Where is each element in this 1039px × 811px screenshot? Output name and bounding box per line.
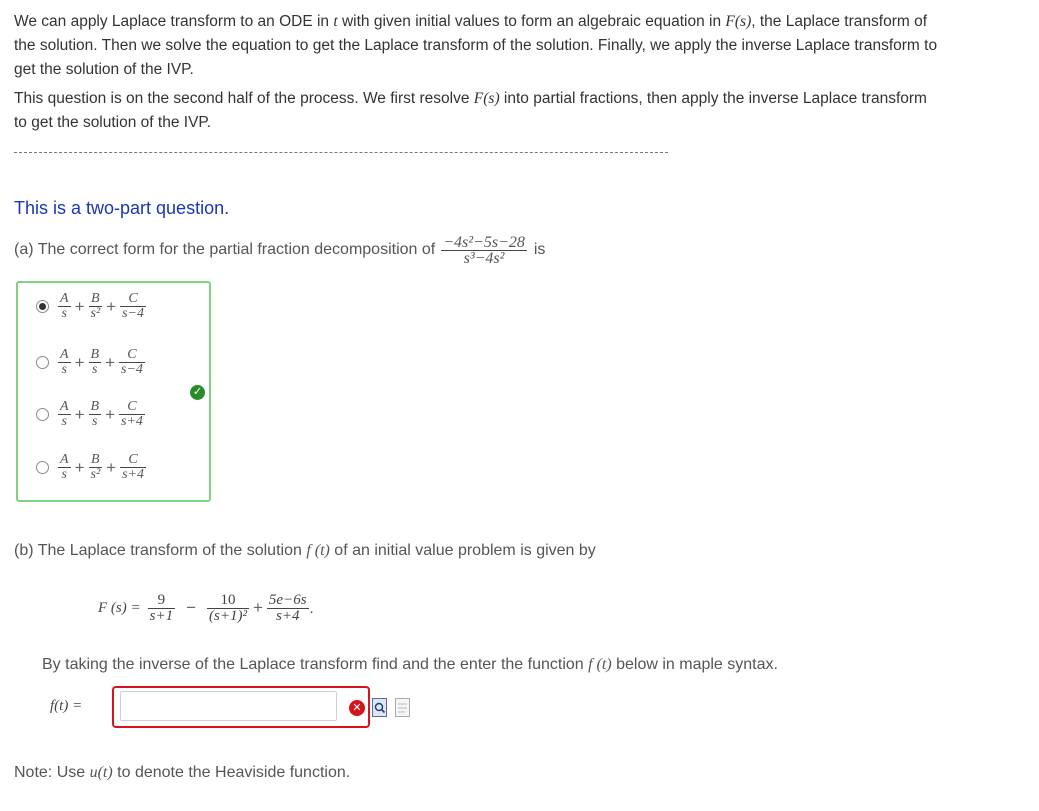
intro-paragraph-1: We can apply Laplace transform to an ODE in t with given initial values to form an algebraic equation in F(s), the Laplace transform of the solution. Then we solve the equation to get the Laplace transform of the solution. Finally, we apply the inverse Laplace transform to get the solution of the IVP. (14, 13, 938, 78)
option-1-radio[interactable] (36, 300, 49, 313)
help-doc-icon[interactable] (395, 698, 410, 717)
option-3[interactable]: $\frac{A}{s}$ + $\frac{B}{s}$ + $\frac{C}{s+4}$ (18, 400, 146, 429)
error-x-icon: ✕ (349, 700, 365, 716)
two-part-heading: This is a two-part question. (14, 198, 230, 218)
option-4[interactable]: $\frac{A}{s}$ + $\frac{B}{\text{s²}}$ + $\frac{C}{s+4}$ (18, 453, 147, 482)
preview-doc-icon[interactable] (372, 698, 387, 717)
part-a-prompt: (a) The correct form for the partial fraction decomposition of $\frac{\text{−4s²−5s−28}}{\text{s³−4s²}}$ is (14, 233, 546, 267)
answer-input[interactable] (120, 691, 337, 721)
option-2-radio[interactable] (36, 356, 49, 369)
laplace-transform-expression: F (s) = $\frac{9}{s+1}$ − $\frac{10}{\text{(s+1)²}}$ + $\frac{5e-6s}{s+4}$ . (98, 591, 314, 624)
option-4-radio[interactable] (36, 461, 49, 474)
dashed-divider (14, 152, 668, 153)
answer-label: f(t) = (50, 698, 83, 714)
option-1[interactable]: $\frac{A}{s}$ + $\frac{B}{\text{s²}}$ + $\frac{C}{s-4}$ (18, 292, 147, 321)
note-text: Note: Use u(t) to denote the Heaviside function. (14, 764, 351, 781)
check-icon: ✓ (190, 385, 205, 400)
option-2[interactable]: $\frac{A}{s}$ + $\frac{B}{s}$ + $\frac{C}{s-4}$ (18, 348, 146, 377)
option-3-radio[interactable] (36, 408, 49, 421)
options-group (16, 281, 211, 502)
instruction-text: By taking the inverse of the Laplace transform find and the enter the function f (t) below in maple syntax. (42, 656, 778, 673)
part-b-prompt: (b) The Laplace transform of the solution f (t) of an initial value problem is given by (14, 542, 596, 559)
answer-field-wrapper (112, 686, 370, 728)
decomposition-fraction: $\frac{\text{−4s²−5s−28}}{\text{s³−4s²}}$ (443, 233, 525, 267)
intro-paragraph-2: This question is on the second half of the process. We first resolve F(s) into partial fractions, then apply the inverse Laplace transform to get the solution of the IVP. (14, 90, 927, 131)
